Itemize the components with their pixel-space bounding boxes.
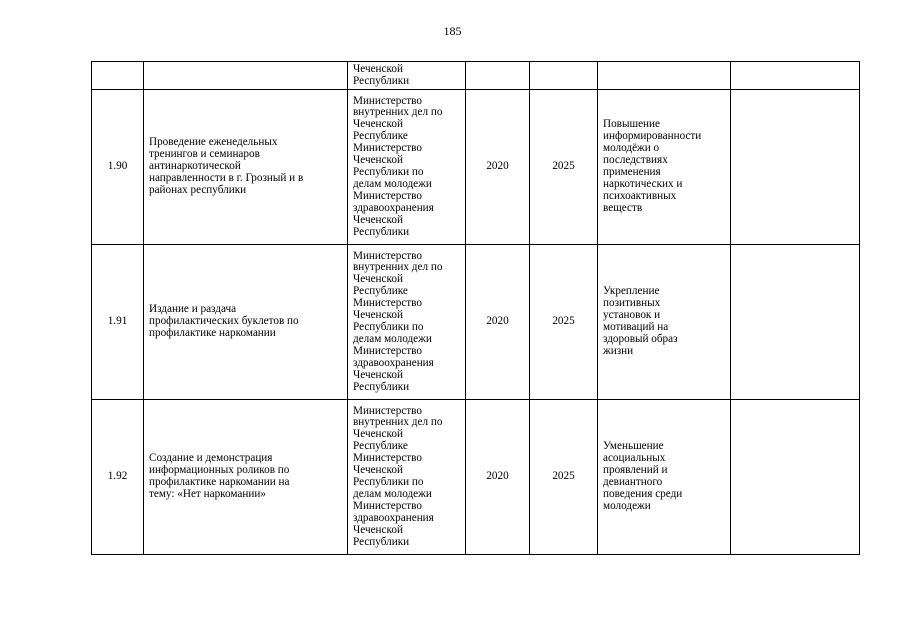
cell-activity: Издание и раздача профилактических буклетов по профилактике наркомании — [144, 245, 348, 400]
cell-responsible: Министерство внутренних дел по Чеченской Республике Министерство Чеченской Республики по делам молодежи Министерство здравоохранения Чеченской Республики — [348, 400, 466, 555]
cell-end-year — [530, 62, 598, 90]
cell-note — [731, 62, 860, 90]
cell-note — [731, 245, 860, 400]
cell-end-year: 2025 — [530, 400, 598, 555]
cell-result — [598, 62, 731, 90]
cell-number: 1.91 — [92, 245, 144, 400]
page-number: 185 — [443, 24, 462, 38]
cell-start-year — [466, 62, 530, 90]
table-row — [92, 90, 860, 245]
cell-end-year: 2025 — [530, 90, 598, 245]
table-row — [92, 400, 860, 555]
cell-result: Укрепление позитивных установок и мотиваций на здоровый образ жизни — [598, 245, 731, 400]
measures-table — [91, 61, 860, 555]
cell-start-year: 2020 — [466, 400, 530, 555]
cell-responsible: Чеченской Республики — [348, 62, 466, 90]
cell-end-year: 2025 — [530, 245, 598, 400]
cell-activity: Создание и демонстрация информационных роликов по профилактике наркомании на тему: «Нет наркомании» — [144, 400, 348, 555]
cell-responsible: Министерство внутренних дел по Чеченской Республике Министерство Чеченской Республики по делам молодежи Министерство здравоохранения Чеченской Республики — [348, 90, 466, 245]
cell-number: 1.92 — [92, 400, 144, 555]
cell-activity: Проведение еженедельных тренингов и семинаров антинаркотической направленности в г. Грозный и в районах республики — [144, 90, 348, 245]
cell-note — [731, 90, 860, 245]
cell-number — [92, 62, 144, 90]
table-row — [92, 245, 860, 400]
cell-note — [731, 400, 860, 555]
cell-activity — [144, 62, 348, 90]
cell-number: 1.90 — [92, 90, 144, 245]
cell-result: Повышение информированности молодёжи о последствиях применения наркотических и психоактивных веществ — [598, 90, 731, 245]
table-row-continuation — [92, 62, 860, 90]
cell-start-year: 2020 — [466, 90, 530, 245]
cell-responsible: Министерство внутренних дел по Чеченской Республике Министерство Чеченской Республики по делам молодежи Министерство здравоохранения Чеченской Республики — [348, 245, 466, 400]
cell-result: Уменьшение асоциальных проявлений и девиантного поведения среди молодежи — [598, 400, 731, 555]
cell-start-year: 2020 — [466, 245, 530, 400]
